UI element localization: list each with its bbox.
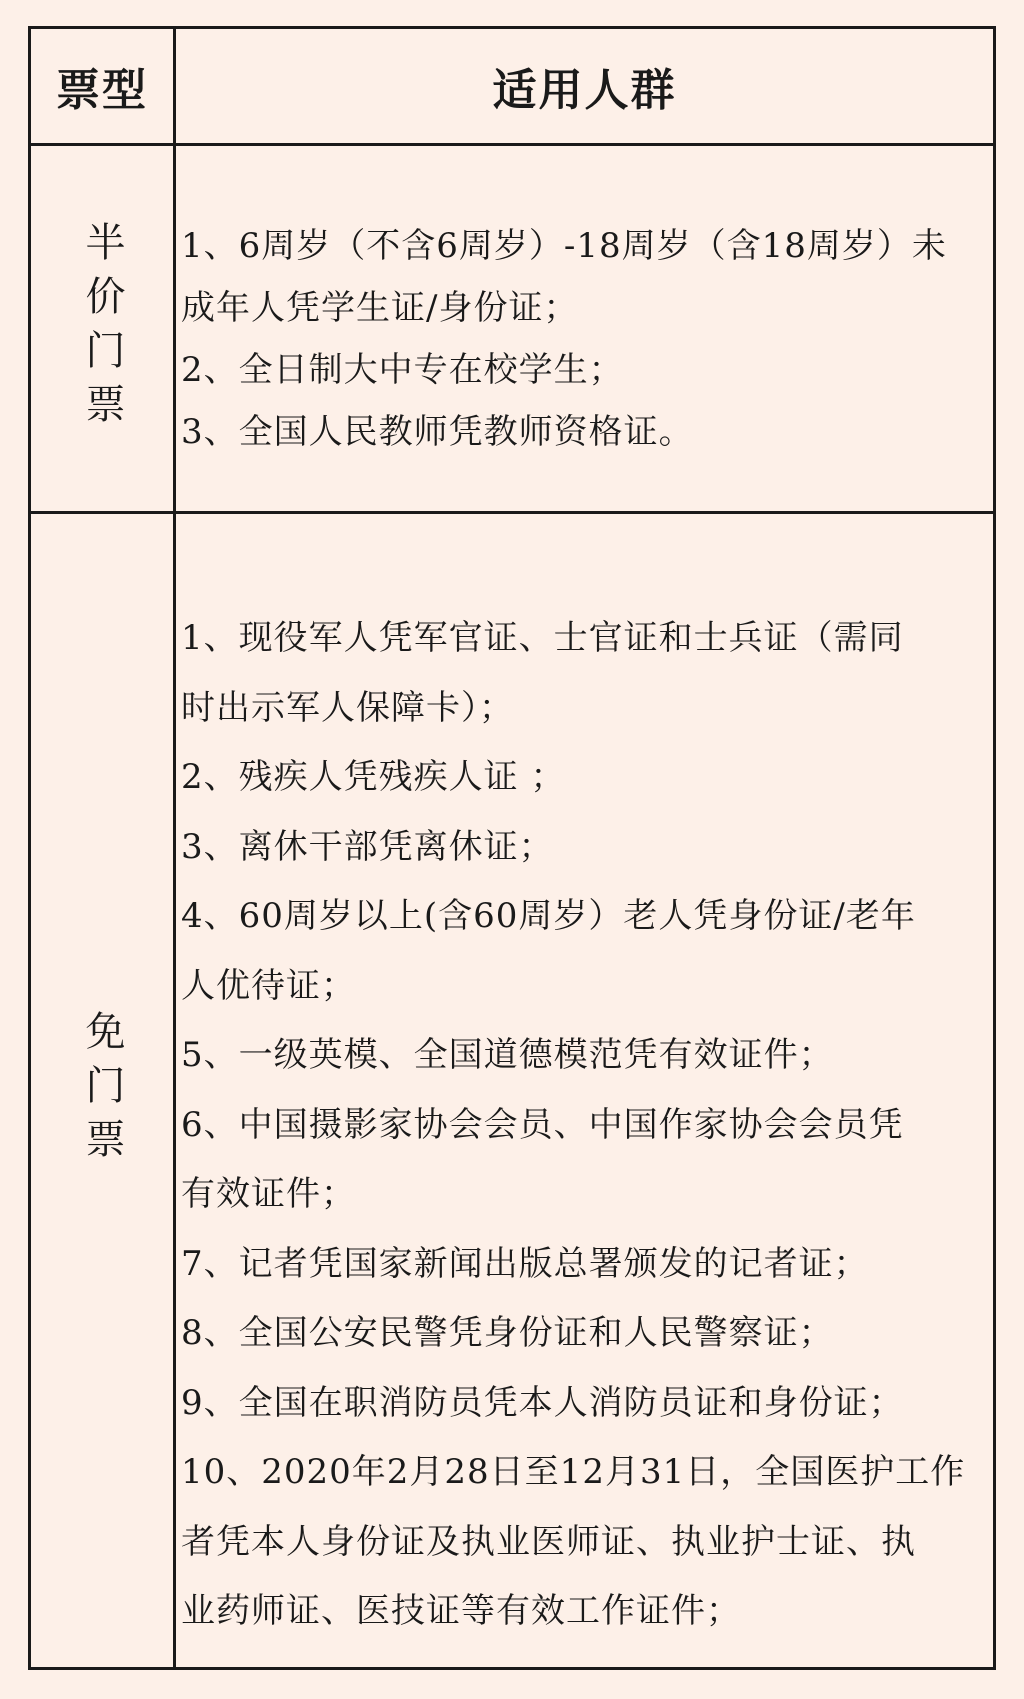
eligibility-line: 者凭本人身份证及执业医师证、执业护士证、执 xyxy=(181,1521,916,1562)
ticket-type-half-price-cell xyxy=(31,146,173,511)
eligibility-line: 8、全国公安民警凭身份证和人民警察证； xyxy=(181,1313,834,1353)
header-ticket-type: 票型 xyxy=(56,65,148,116)
eligibility-line: 2、全日制大中专在校学生； xyxy=(181,350,624,390)
eligibility-line: 1、现役军人凭军官证、士官证和士兵证（需同 xyxy=(181,618,904,658)
ticket-type-free-cell xyxy=(31,514,173,1667)
free-admission-eligibility xyxy=(181,604,987,1647)
row-divider xyxy=(31,511,993,514)
half-price-eligibility xyxy=(181,215,987,463)
eligibility-line: 1、6周岁（不含6周岁）-18周岁（含18周岁）未 xyxy=(181,226,947,266)
eligibility-line: 3、离休干部凭离休证； xyxy=(181,826,554,867)
eligibility-line: 2、残疾人凭残疾人证 ； xyxy=(181,757,566,797)
column-divider xyxy=(173,29,176,1667)
ticket-type-half-price: 半价门票 xyxy=(79,220,125,437)
eligibility-line: 3、全国人民教师凭教师资格证。 xyxy=(181,412,694,452)
eligibility-line: 7、记者凭国家新闻出版总署颁发的记者证； xyxy=(181,1243,869,1284)
eligibility-line: 人优待证； xyxy=(181,965,356,1006)
ticket-type-free: 免门票 xyxy=(79,1009,125,1172)
eligibility-line: 6、中国摄影家协会会员、中国作家协会会员凭 xyxy=(181,1104,904,1145)
eligibility-line: 有效证件； xyxy=(181,1174,356,1214)
eligibility-line: 9、全国在职消防员凭本人消防员证和身份证； xyxy=(181,1382,904,1423)
eligibility-line: 5、一级英模、全国道德模范凭有效证件； xyxy=(181,1035,834,1075)
header-row-divider xyxy=(31,143,993,146)
eligibility-line: 时出示军人保障卡）； xyxy=(181,687,514,728)
eligibility-line: 成年人凭学生证/身份证； xyxy=(181,288,579,328)
ticket-eligibility-table xyxy=(28,26,996,1670)
eligibility-line: 10、2020年2月28日至12月31日，全国医护工作 xyxy=(181,1452,966,1492)
header-eligible-people: 适用人群 xyxy=(492,65,677,116)
eligibility-line: 4、60周岁以上(含60周岁）老人凭身份证/老年 xyxy=(181,896,916,936)
eligibility-line: 业药师证、医技证等有效工作证件； xyxy=(181,1591,741,1631)
